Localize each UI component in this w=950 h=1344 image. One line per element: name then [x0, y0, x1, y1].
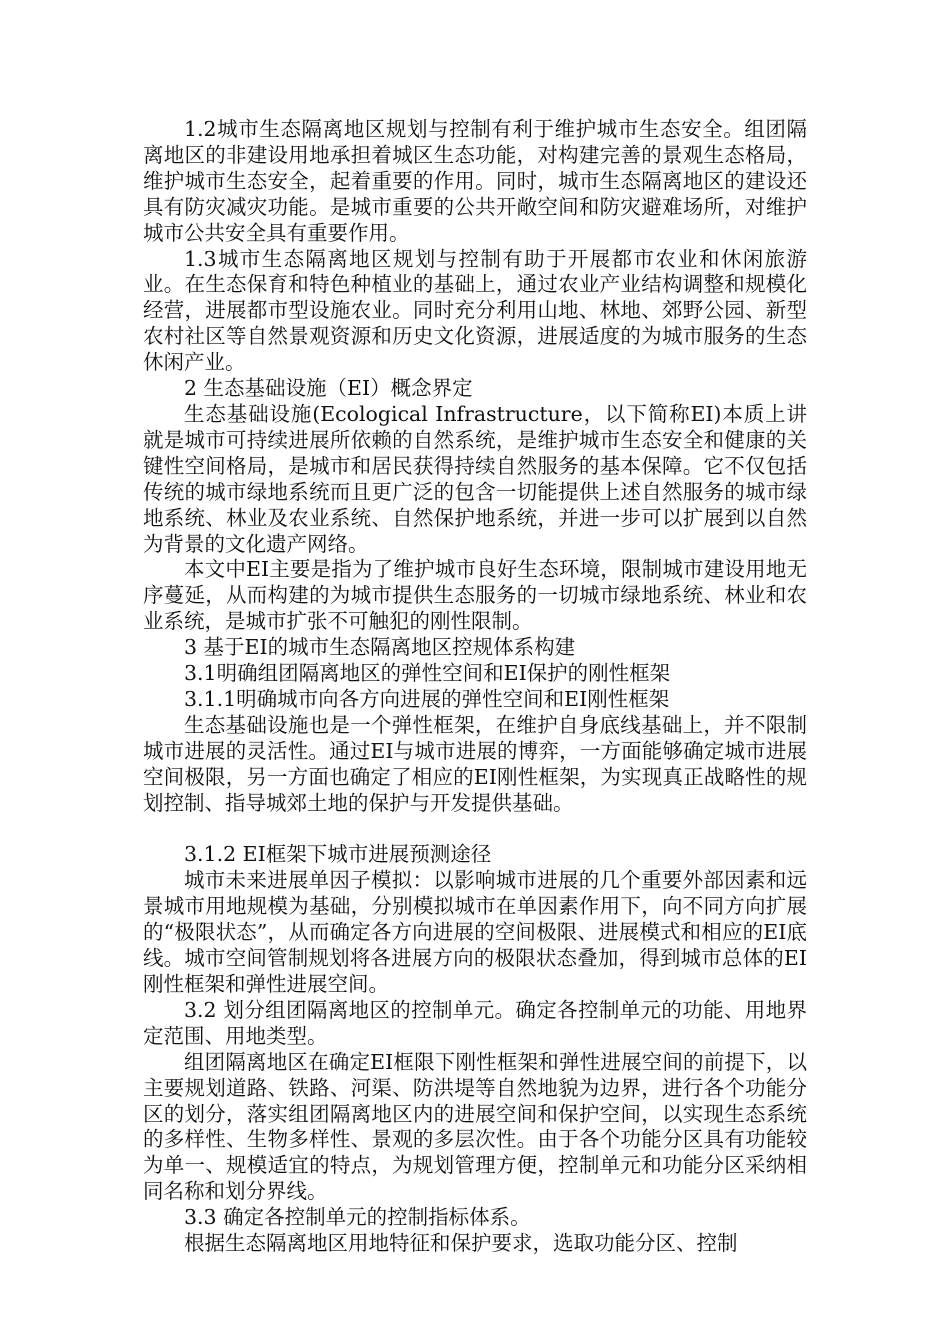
paragraph-1-3: 1.3城市生态隔离地区规划与控制有助于开展都市农业和休闲旅游业。在生态保育和特色种植业的基础上，通过农业产业结构调整和规模化经营，进展都市型设施农业。同时充分利用山地、林地、郊野公园、新型农村社区等自然景观资源和历史文化资源，进展适度的为城市服务的生态休闲产业。 — [143, 246, 807, 375]
document-body — [143, 117, 807, 1257]
paragraph-3-2: 3.2 划分组团隔离地区的控制单元。确定各控制单元的功能、用地界定范围、用地类型。 — [143, 997, 807, 1048]
paragraph-simulation: 城市未来进展单因子模拟：以影响城市进展的几个重要外部因素和远景城市用地规模为基础，分别模拟城市在单因素作用下，向不同方向扩展的“极限状态”，从而确定各方向进展的空间极限、进展模式和相应的EI底线。城市空间管制规划将各进展方向的极限状态叠加，得到城市总体的EI刚性框架和弹性进展空间。 — [143, 868, 807, 996]
blank-line — [143, 816, 807, 842]
paragraph-ei-scope: 本文中EI主要是指为了维护城市良好生态环境，限制城市建设用地无序蔓延，从而构建的为城市提供生态服务的一切城市绿地系统、林业和农业系统，是城市扩张不可触犯的刚性限制。 — [143, 557, 807, 634]
heading-3-3: 3.3 确定各控制单元的控制指标体系。 — [184, 1205, 531, 1230]
heading-3-1-2: 3.1.2 EI框架下城市进展预测途径 — [184, 842, 492, 867]
heading-2: 2 生态基础设施（EI）概念界定 — [184, 376, 473, 401]
paragraph-indicators: 根据生态隔离地区用地特征和保护要求，选取功能分区、控制 — [184, 1231, 738, 1256]
paragraph-ei-definition: 生态基础设施(Ecological Infrastructure，以下简称EI)本质上讲就是城市可持续进展所依赖的自然系统，是维护城市生态安全和健康的关键性空间格局，是城市和居民获得持续自然服务的基本保障。它不仅包括传统的城市绿地系统而且更广泛的包含一切能提供上述自然服务的城市绿地系统、林业及农业系统、自然保护地系统，并进一步可以扩展到以自然为背景的文化遗产网络。 — [143, 401, 807, 556]
heading-3-1: 3.1明确组团隔离地区的弹性空间和EI保护的刚性框架 — [184, 661, 671, 686]
paragraph-1-2: 1.2城市生态隔离地区规划与控制有利于维护城市生态安全。组团隔离地区的非建设用地承担着城区生态功能，对构建完善的景观生态格局，维护城市生态安全，起着重要的作用。同时，城市生态隔离地区的建设还具有防灾减灾功能。是城市重要的公共开敞空间和防灾避难场所，对维护城市公共安全具有重要作用。 — [143, 117, 807, 245]
heading-3: 3 基于EI的城市生态隔离地区控规体系构建 — [184, 635, 576, 660]
paragraph-elastic-framework: 生态基础设施也是一个弹性框架，在维护自身底线基础上，并不限制城市进展的灵活性。通过EI与城市进展的博弈，一方面能够确定城市进展空间极限，另一方面也确定了相应的EI刚性框架，为实现真正战略性的规划控制、指导城郊土地的保护与开发提供基础。 — [143, 712, 807, 815]
paragraph-zoning: 组团隔离地区在确定EI框限下刚性框架和弹性进展空间的前提下，以主要规划道路、铁路、河渠、防洪堤等自然地貌为边界，进行各个功能分区的划分，落实组团隔离地区内的进展空间和保护空间，以实现生态系统的多样性、生物多样性、景观的多层次性。由于各个功能分区具有功能较为单一、规模适宜的特点，为规划管理方便，控制单元和功能分区采纳相同名称和划分界线。 — [143, 1049, 807, 1204]
heading-3-1-1: 3.1.1明确城市向各方向进展的弹性空间和EI刚性框架 — [184, 686, 670, 711]
